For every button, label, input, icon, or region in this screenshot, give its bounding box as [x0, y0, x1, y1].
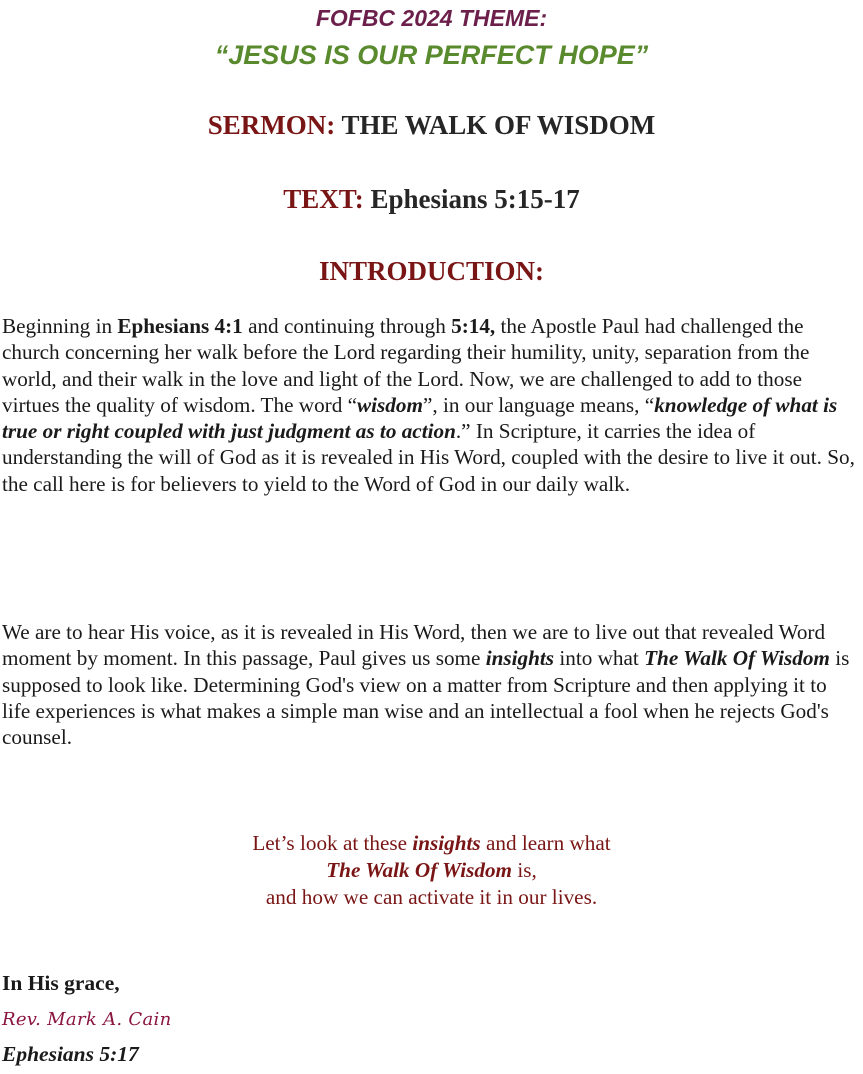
signature-name: Rev. Mark A. Cain: [2, 1009, 172, 1030]
closing-line-2: The Walk Of Wisdom is,: [326, 858, 537, 882]
introduction-heading: INTRODUCTION:: [318, 256, 545, 286]
definition-text: knowledge of what is true or right coupled with just judgment as to action: [2, 392, 838, 444]
emphasis-word: wisdom: [357, 392, 423, 417]
signature-verse: Ephesians 5:17: [2, 1042, 139, 1066]
emphasis-walk: The Walk Of Wisdom: [644, 646, 830, 671]
scripture-reference: 5:14,: [451, 314, 496, 338]
closing-line-1: Let’s look at these insights and learn what: [252, 831, 611, 855]
theme-title: “JESUS IS OUR PERFECT HOPE”: [214, 40, 649, 70]
sermon-heading: [0, 108, 863, 142]
scripture-reference: Ephesians 4:1: [117, 314, 243, 338]
text-reference: Ephesians 5:15-17: [370, 184, 580, 214]
closing-statement: [0, 830, 863, 911]
theme-label: FOFBC 2024 THEME:: [315, 5, 548, 31]
introduction-paragraph-1: Beginning in Ephesians 4:1 and continuing through 5:14, the Apostle Paul had challenged the church concerning her walk before the Lord regarding their humility, unity, separation from the world, and their walk in the love and light of the Lord. Now, we are challenged to add to those virtues the quality of wisdom. The word “wisdom”, in our language means, “knowledge of what is true or right coupled with just judgment as to action.” In Scripture, it carries the idea of understanding the will of God as it is revealed in His Word, coupled with the desire to live it out. So, the call here is for believers to yield to the Word of God in our daily walk.: [2, 314, 855, 496]
sermon-label: SERMON:: [207, 110, 336, 140]
emphasis-insights: insights: [485, 646, 555, 671]
sermon-title: THE WALK OF WISDOM: [341, 110, 656, 140]
text-heading: [0, 182, 863, 216]
text-label: TEXT:: [283, 184, 364, 214]
introduction-paragraph-2: We are to hear His voice, as it is revealed in His Word, then we are to live out that revealed Word moment by moment. In this passage, Paul gives us some insights into what The Walk Of Wisdom is supposed to look like. Determining God's view on a matter from Scripture and then applying it to life experiences is what makes a simple man wise and an intellectual a fool when he rejects God's counsel.: [2, 620, 850, 750]
signature-greeting: In His grace,: [2, 971, 120, 995]
closing-line-3: and how we can activate it in our lives.: [265, 885, 598, 909]
